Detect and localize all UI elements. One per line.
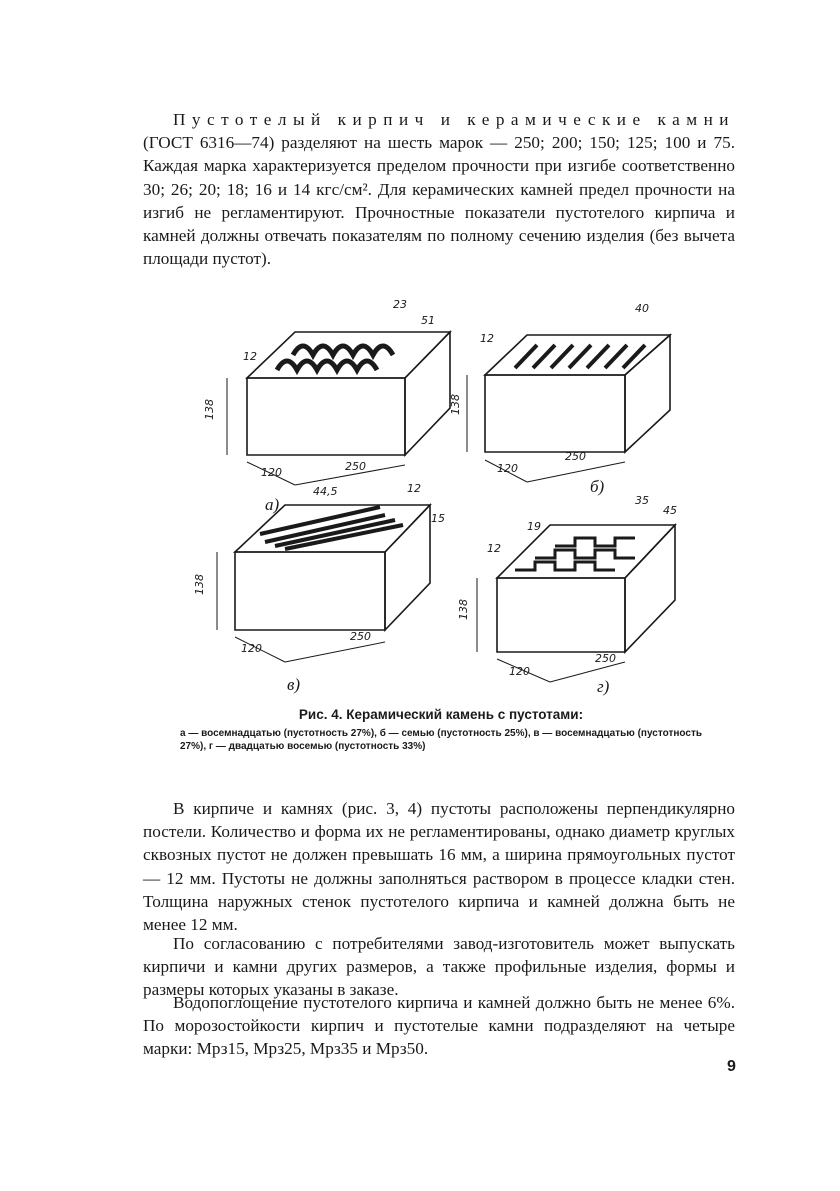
- dim-a-top2: 51: [421, 314, 435, 327]
- label-b: б): [590, 477, 605, 496]
- dim-a-length: 250: [345, 460, 366, 473]
- label-g: г): [597, 677, 610, 696]
- figure-caption-body: а — восемнадцатью (пустотность 27%), б — семью (пустотность 25%), в — восемнадцатью (пустотность 27%), г — двадцатью восемью (пустотность 33%): [180, 728, 702, 752]
- dim-g-width: 120: [509, 665, 530, 678]
- dim-v-length: 250: [350, 630, 371, 643]
- dim-g-slot2: 19: [527, 520, 541, 533]
- stone-a: [227, 332, 450, 485]
- dim-a-top1: 23: [393, 298, 407, 311]
- dim-b-height: 138: [449, 394, 462, 415]
- paragraph-3-text: По согласованию с потребителями завод-изготовитель может выпускать кирпичи и камни других размеров, а также профильные изделия, формы и размеры которых указаны в заказе.: [143, 934, 735, 1000]
- dim-b-top: 40: [635, 302, 649, 315]
- dim-v-width: 120: [241, 642, 262, 655]
- ceramic-stones-drawing: [193, 290, 695, 705]
- dim-g-slot1: 12: [487, 542, 501, 555]
- dim-g-top2: 45: [663, 504, 677, 517]
- dim-g-top1: 35: [635, 494, 649, 507]
- dim-v-height: 138: [193, 574, 206, 595]
- figure-caption-title: Рис. 4. Керамический камень с пустотами:: [298, 707, 584, 722]
- dim-b-width: 120: [497, 462, 518, 475]
- dim-b-length: 250: [565, 450, 586, 463]
- paragraph-4: [143, 991, 735, 1061]
- dim-b-slot: 12: [480, 332, 494, 345]
- label-a: а): [265, 495, 280, 514]
- dim-v-edge: 15: [431, 512, 445, 525]
- label-v: в): [287, 675, 301, 694]
- dim-a-slot: 12: [243, 350, 257, 363]
- stone-g: [477, 525, 675, 682]
- dim-a-height: 138: [203, 399, 216, 420]
- dim-v-top: 44,5: [313, 485, 338, 498]
- paragraph-1-text: (ГОСТ 6316—74) разделяют на шесть марок — 250; 200; 150; 125; 100 и 75. Каждая марка характеризуется пределом прочности при изгибе соответственно 30; 26; 20; 18; 16 и 14 кгс/см². Для керамических камней предел прочности на изгиб не регламентируют. Прочностные показатели пустотелого кирпича и камней должны отвечать показателям по полному сечению изделия (без вычета площади пустот).: [143, 133, 735, 269]
- dim-v-slot: 12: [407, 482, 421, 495]
- page-number: 9: [727, 1058, 736, 1075]
- dim-a-width: 120: [261, 466, 282, 479]
- dim-g-height: 138: [457, 599, 470, 620]
- stone-v: [217, 505, 430, 662]
- spaced-heading-text: Пустотелый кирпич и керамические камни: [173, 110, 735, 129]
- dim-g-length: 250: [595, 652, 616, 665]
- paragraph-1: [143, 108, 735, 270]
- figure-4: [193, 290, 695, 705]
- paragraph-2-text: В кирпиче и камнях (рис. 3, 4) пустоты расположены перпендикулярно постели. Количество и форма их не регламентированы, однако диаметр круглых сквозных пустот не должен превышать 16 мм, а ширина прямоугольных пустот — 12 мм. Пустоты не должны заполняться раствором в процессе кладки стен. Толщина наружных стенок пустотелого кирпича и камней должна быть не менее 12 мм.: [143, 799, 735, 935]
- paragraph-4-text: Водопоглощение пустотелого кирпича и камней должно быть не менее 6%. По морозостойкости кирпич и пустотелые камни подразделяют на четыре марки: Мрз15, Мрз25, Мрз35 и Мрз50.: [143, 993, 735, 1059]
- paragraph-2: [143, 797, 735, 936]
